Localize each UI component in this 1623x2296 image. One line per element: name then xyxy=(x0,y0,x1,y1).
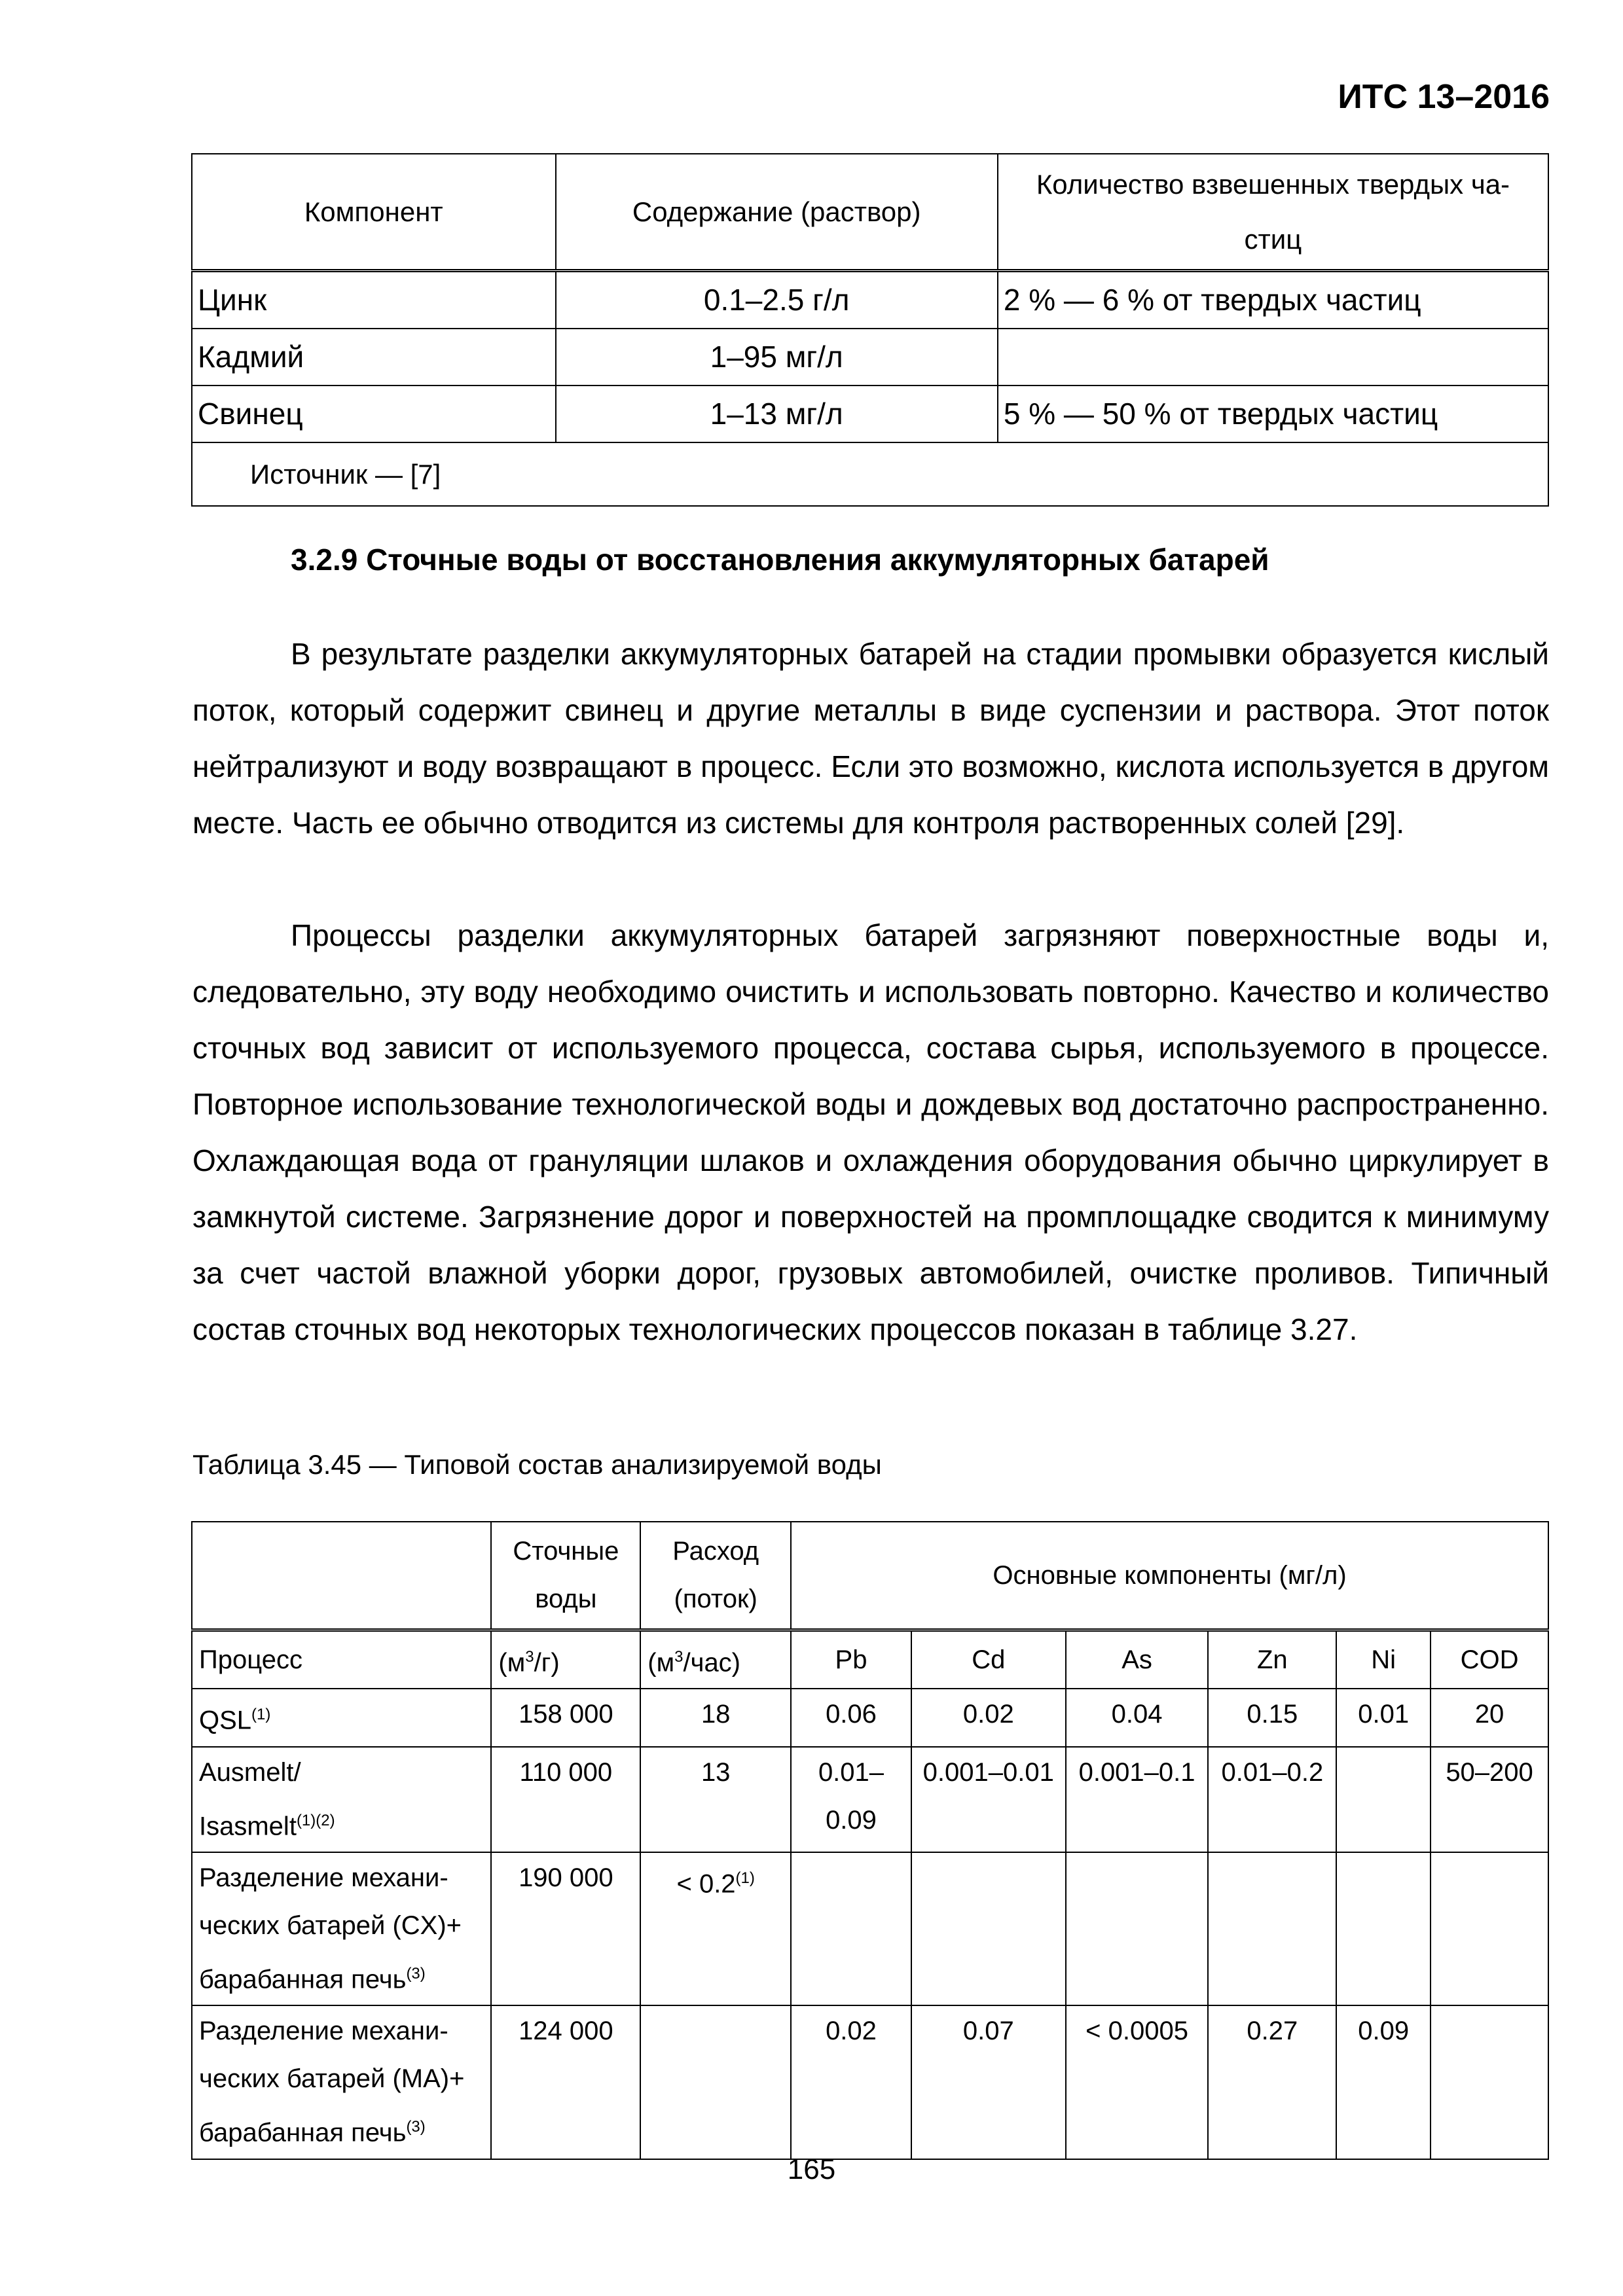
table-cell: 0.06 xyxy=(791,1689,911,1746)
table-cell: 158 000 xyxy=(491,1689,640,1746)
process-text: ческих батарей (MA)+ xyxy=(199,2064,465,2094)
header-line: Сточные xyxy=(513,1537,619,1566)
source-row xyxy=(192,442,1548,506)
process-text: QSL xyxy=(199,1706,252,1735)
table-cell: 18 xyxy=(640,1689,791,1746)
process-text: Isasmelt xyxy=(199,1811,297,1840)
table-cell: 50–200 xyxy=(1431,1747,1548,1852)
table-row xyxy=(192,2005,1548,2159)
process-text: ческих батарей (CX)+ xyxy=(199,1910,462,1940)
table-cell xyxy=(640,2005,791,2159)
footnote-ref: (1) xyxy=(735,1869,755,1887)
table-cell xyxy=(1336,1747,1431,1852)
table-header-row xyxy=(192,1522,1548,1630)
column-header-flow xyxy=(640,1522,791,1630)
water-composition-table xyxy=(191,1521,1549,2160)
process-text: Разделение механи- xyxy=(199,2017,448,2046)
table-cell xyxy=(1336,1852,1431,2005)
source-note: Источник — [7] xyxy=(192,442,1548,506)
table-cell: 0.09 xyxy=(1336,2005,1431,2159)
unit-text: (м xyxy=(498,1648,526,1677)
table-row xyxy=(192,1852,1548,2005)
column-header xyxy=(998,154,1548,271)
table-cell xyxy=(1208,1852,1336,2005)
column-header-unit xyxy=(640,1630,791,1689)
paragraph: В результате разделки аккумуляторных батарей на стадии промывки образуется кислый поток, который содержит свинец и другие металлы в виде суспензии и раствора. Этот поток нейтрализуют и воду возвращают в процесс. Если это возможно, кислота используется в другом месте. Часть ее обычно отводится из системы для контроля растворенных солей [29]. xyxy=(192,637,1549,840)
table-cell: 2 % — 6 % от твердых частиц xyxy=(998,271,1548,329)
column-header: Компонент xyxy=(192,154,556,271)
document-code: ИТС 13–2016 xyxy=(1338,78,1550,116)
footnote-ref: (3) xyxy=(406,1964,426,1982)
table-cell: 0.01–0.09 xyxy=(791,1747,911,1852)
table-cell xyxy=(791,1852,911,2005)
table-row xyxy=(192,271,1548,329)
table-cell: 0.001–0.1 xyxy=(1066,1747,1209,1852)
table-row xyxy=(192,329,1548,386)
footnote-ref: (1)(2) xyxy=(296,1811,335,1829)
header-line: стиц xyxy=(1244,223,1302,255)
column-header-component: Ni xyxy=(1336,1630,1431,1689)
unit-text: (м xyxy=(647,1648,675,1677)
table-row xyxy=(192,1747,1548,1852)
column-header-component: As xyxy=(1066,1630,1209,1689)
table-cell xyxy=(911,1852,1066,2005)
process-cell xyxy=(192,1852,491,2005)
column-header-component: Pb xyxy=(791,1630,911,1689)
column-header-component: Cd xyxy=(911,1630,1066,1689)
table-cell: 0.04 xyxy=(1066,1689,1209,1746)
header-line: Количество взвешенных твердых ча- xyxy=(1036,168,1510,200)
process-text: барабанная печь xyxy=(199,1965,407,1994)
table-cell xyxy=(1431,1852,1548,2005)
table-cell: 0.01–0.2 xyxy=(1208,1747,1336,1852)
process-text: барабанная печь xyxy=(199,2118,407,2147)
footnote-ref: (1) xyxy=(251,1706,271,1724)
footnote-ref: (3) xyxy=(406,2118,426,2136)
paragraph: Процессы разделки аккумуляторных батарей загрязняют поверхностные воды и, следовательно, эту воду необходимо очистить и использовать повторно. Качество и количество сточных вод зависит от используемого процесса, состава сырья, используемого в процессе. Повторное использование технологической воды и дождевых вод достаточно распространенно. Охлаждающая вода от грануляции шлаков и охлаждения оборудования обычно циркулирует в замкнутой системе. Загрязнение дорог и поверхностей на промплощадке сводится к минимуму за счет частой влажной уборки дорог, грузовых автомобилей, очистке проливов. Типичный состав сточных вод некоторых технологических процессов показан в таблице 3.27. xyxy=(192,918,1549,1346)
process-cell xyxy=(192,1689,491,1746)
table-cell: 1–95 мг/л xyxy=(556,329,998,386)
table-caption: Таблица 3.45 — Типовой состав анализируемой воды xyxy=(192,1449,882,1480)
table-header-row xyxy=(192,154,1548,271)
flow-value: < 0.2 xyxy=(676,1869,736,1899)
table-cell: 110 000 xyxy=(491,1747,640,1852)
table-cell: 20 xyxy=(1431,1689,1548,1746)
column-header-process: Процесс xyxy=(192,1630,491,1689)
process-text: Ausmelt/ xyxy=(199,1757,301,1787)
table-cell: 13 xyxy=(640,1747,791,1852)
table-cell: 0.02 xyxy=(791,2005,911,2159)
unit-text: /г) xyxy=(534,1648,560,1677)
page-number: 165 xyxy=(787,2153,836,2185)
table-cell: < 0.0005 xyxy=(1066,2005,1209,2159)
header-line: (поток) xyxy=(674,1585,757,1613)
table-cell xyxy=(1431,2005,1548,2159)
table-cell: 1–13 мг/л xyxy=(556,386,998,442)
table-cell: Свинец xyxy=(192,386,556,442)
column-header-component: COD xyxy=(1431,1630,1548,1689)
table-cell: 0.01 xyxy=(1336,1689,1431,1746)
process-text: Разделение механи- xyxy=(199,1863,448,1892)
table-row xyxy=(192,386,1548,442)
components-table xyxy=(191,153,1549,507)
process-cell xyxy=(192,2005,491,2159)
empty-header-cell xyxy=(192,1522,491,1630)
table-cell: 124 000 xyxy=(491,2005,640,2159)
table-cell: 0.1–2.5 г/л xyxy=(556,271,998,329)
table-cell xyxy=(1066,1852,1209,2005)
column-header: Содержание (раствор) xyxy=(556,154,998,271)
table-cell: Кадмий xyxy=(192,329,556,386)
section-heading: 3.2.9 Сточные воды от восстановления аккумуляторных батарей xyxy=(291,543,1269,577)
table-cell: 0.27 xyxy=(1208,2005,1336,2159)
unit-sup: 3 xyxy=(525,1648,534,1666)
table-row xyxy=(192,1689,1548,1746)
column-header-component: Zn xyxy=(1208,1630,1336,1689)
table-cell: Цинк xyxy=(192,271,556,329)
table-subheader-row xyxy=(192,1630,1548,1689)
table-cell: 0.001–0.01 xyxy=(911,1747,1066,1852)
unit-text: /час) xyxy=(683,1648,741,1677)
column-header-unit xyxy=(491,1630,640,1689)
table-cell: 0.02 xyxy=(911,1689,1066,1746)
table-cell xyxy=(640,1852,791,2005)
table-cell: 0.07 xyxy=(911,2005,1066,2159)
process-cell xyxy=(192,1747,491,1852)
table-cell: 0.15 xyxy=(1208,1689,1336,1746)
table-cell xyxy=(998,329,1548,386)
header-line: Расход xyxy=(672,1537,759,1566)
table-cell: 190 000 xyxy=(491,1852,640,2005)
header-line: воды xyxy=(535,1585,597,1613)
table-cell: 5 % — 50 % от твердых частиц xyxy=(998,386,1548,442)
column-header-components: Основные компоненты (мг/л) xyxy=(791,1522,1548,1630)
column-header-wastewater xyxy=(491,1522,640,1630)
unit-sup: 3 xyxy=(674,1648,684,1666)
